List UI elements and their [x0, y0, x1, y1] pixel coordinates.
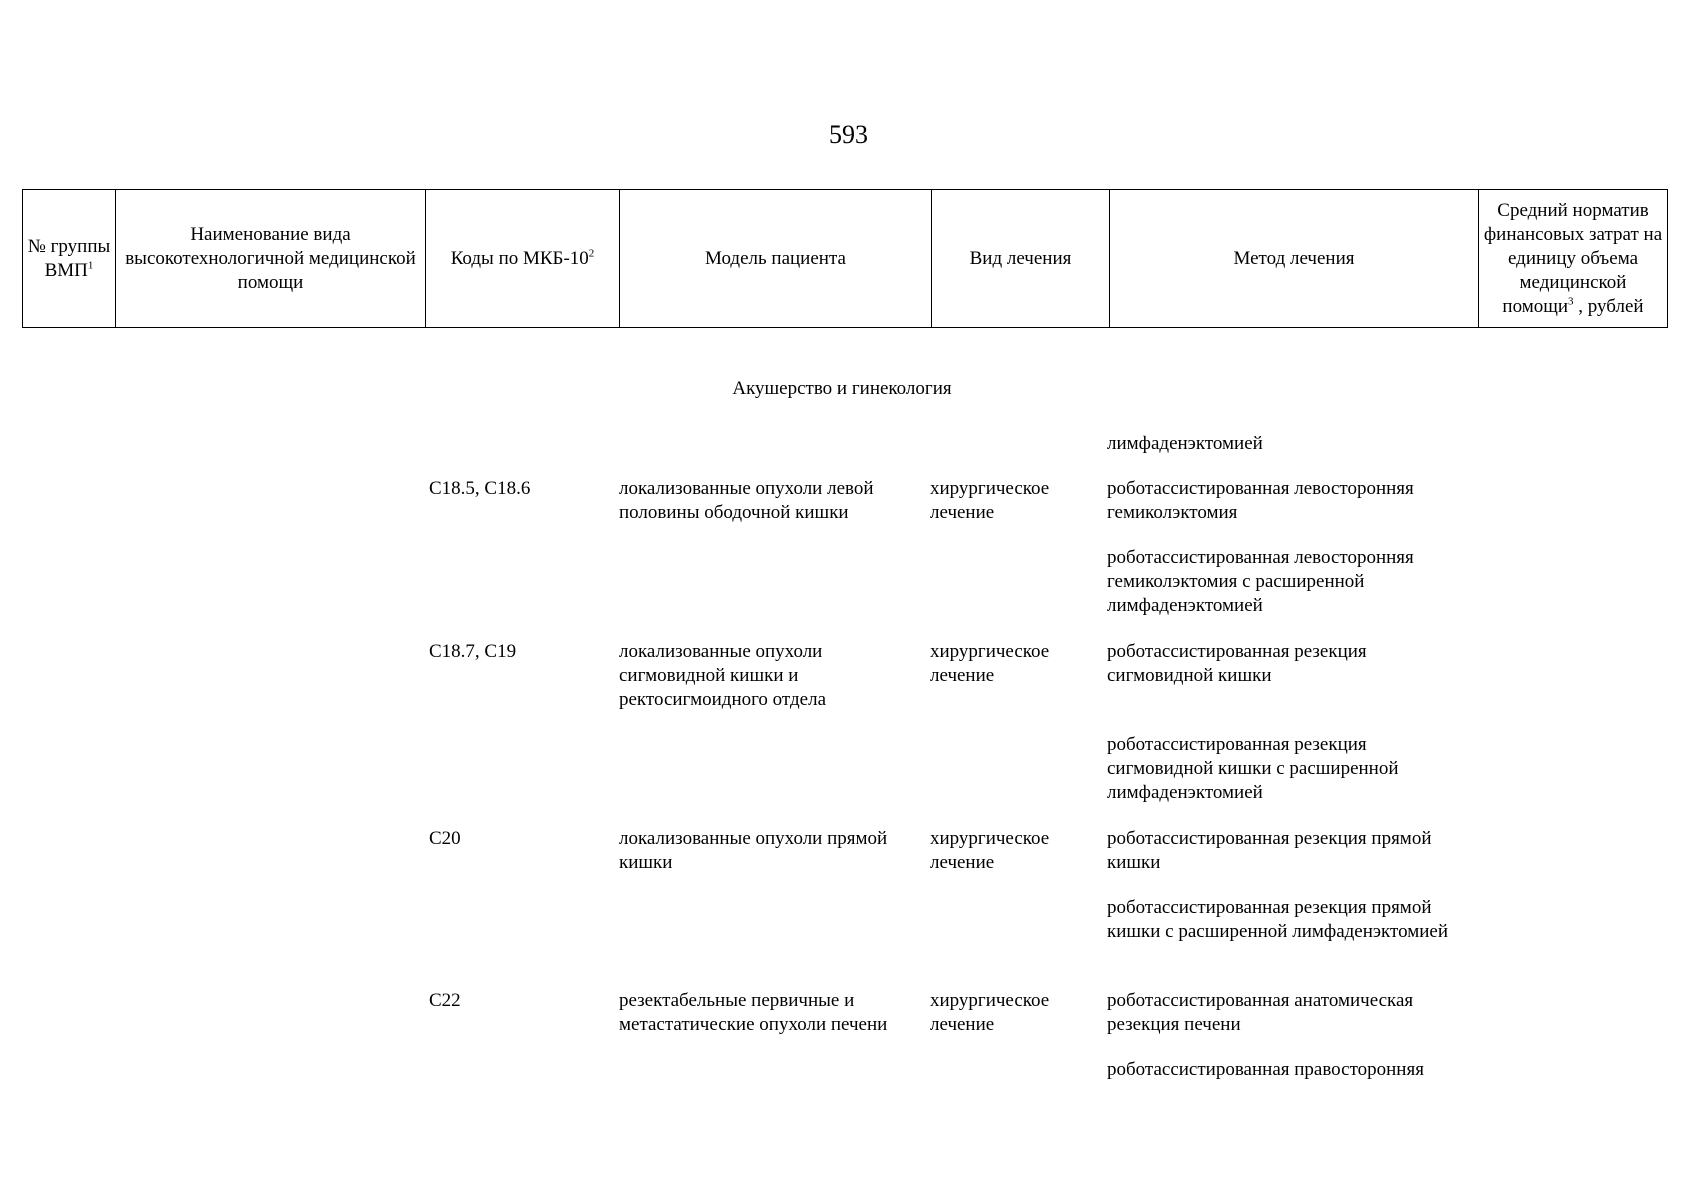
footnote-3: 3 — [1568, 295, 1574, 308]
section-title: Акушерство и гинекология — [732, 378, 952, 399]
header-row — [23, 190, 1668, 328]
treatment-type-cell: хирургическое лечение — [930, 478, 1050, 523]
treatment-method-cell: роботассистированная резекция сигмовидной кишки — [1107, 641, 1367, 686]
icd-codes-cell: C18.5, C18.6 — [429, 478, 531, 499]
header-treatment-method — [1110, 190, 1479, 328]
treatment-method-cell: роботассистированная левосторонняя гемиколэктомия — [1107, 478, 1414, 523]
header-treatment-type — [932, 190, 1110, 328]
header-cost-standard — [1479, 190, 1668, 328]
patient-model-cell: локализованные опухоли сигмовидной кишки и ректосигмоидного отдела — [619, 641, 826, 710]
header-cost-standard-suffix: , рублей — [1573, 295, 1644, 317]
icd-codes-cell: C22 — [429, 990, 461, 1011]
patient-model-cell: локализованные опухоли левой половины ободочной кишки — [619, 478, 874, 523]
icd-codes-cell: C20 — [429, 828, 461, 849]
icd-codes-cell: C18.7, C19 — [429, 641, 517, 662]
header-patient-model — [620, 190, 932, 328]
header-care-type-name — [116, 190, 426, 328]
header-treatment-method-text: Метод лечения — [1233, 247, 1355, 269]
treatment-type-cell: хирургическое лечение — [930, 828, 1050, 873]
header-icd-codes-text: Коды по МКБ-10 — [450, 247, 589, 269]
patient-model-cell: локализованные опухоли прямой кишки — [619, 828, 888, 873]
header-group-number — [23, 190, 116, 328]
treatment-type-cell: хирургическое лечение — [930, 990, 1050, 1035]
header-treatment-type-text: Вид лечения — [969, 247, 1072, 269]
header-cost-standard-text: Средний норматив финансовых затрат на единицу объема медицинской помощи — [1483, 199, 1663, 317]
patient-model-cell: резектабельные первичные и метастатические опухоли печени — [619, 990, 888, 1035]
footnote-1: 1 — [87, 259, 94, 272]
treatment-method-cell: лимфаденэктомией — [1107, 433, 1263, 454]
treatment-method-cell: роботассистированная левосторонняя гемиколэктомия с расширенной лимфаденэктомией — [1107, 547, 1414, 616]
treatment-method-cell: роботассистированная резекция прямой кишки — [1107, 828, 1432, 873]
header-table — [22, 189, 1668, 328]
treatment-method-cell: роботассистированная правосторонняя — [1107, 1059, 1424, 1080]
treatment-method-cell: роботассистированная резекция прямой кишки с расширенной лимфаденэктомией — [1107, 897, 1449, 942]
treatment-method-cell: роботассистированная анатомическая резекция печени — [1107, 990, 1414, 1035]
header-care-type-name-text: Наименование вида высокотехнологичной медицинской помощи — [125, 223, 416, 293]
page-number: 593 — [829, 120, 868, 149]
header-patient-model-text: Модель пациента — [705, 247, 846, 269]
treatment-type-cell: хирургическое лечение — [930, 641, 1050, 686]
footnote-2: 2 — [588, 247, 595, 260]
header-group-number-text: № группы ВМП — [27, 235, 111, 281]
header-icd-codes — [426, 190, 620, 328]
treatment-method-cell: роботассистированная резекция сигмовидной кишки с расширенной лимфаденэктомией — [1107, 734, 1399, 803]
